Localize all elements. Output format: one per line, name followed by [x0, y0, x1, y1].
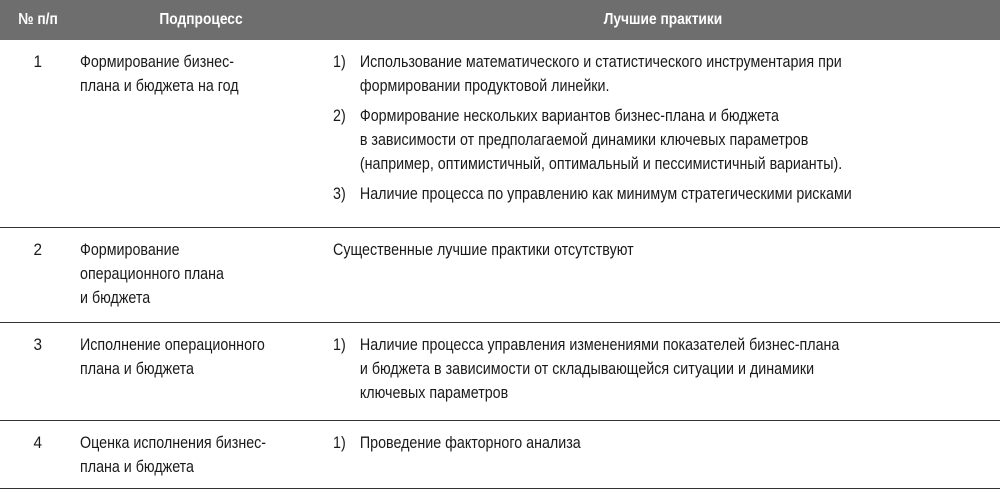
row-best-practices	[333, 228, 998, 262]
list-item: 1) Использование математического и статистического инструментария при формировании продуктовой линейки.	[333, 52, 842, 95]
list-item: 3) Наличие процесса по управлению как минимум стратегическими рисками	[333, 184, 852, 203]
row-text: Существенные лучшие практики отсутствуют	[333, 240, 634, 259]
table-row	[0, 421, 1000, 489]
header-number: № п/п	[18, 11, 58, 28]
row-subprocess: Формирование операционного плана и бюджета	[80, 240, 224, 307]
header-best-practices: Лучшие практики	[603, 11, 723, 28]
table-row	[0, 323, 1000, 421]
list-item: 1) Проведение факторного анализа	[333, 433, 581, 452]
row-subprocess: Оценка исполнения бизнес- плана и бюджета	[80, 433, 267, 476]
table-header	[0, 0, 1000, 40]
row-best-practices	[333, 421, 998, 461]
row-best-practices	[333, 40, 998, 212]
header-subprocess: Подпроцесс	[159, 11, 243, 28]
row-subprocess: Исполнение операционного плана и бюджета	[80, 335, 265, 378]
row-number: 1	[33, 52, 43, 71]
table-row	[0, 228, 1000, 323]
list-item: 1) Наличие процесса управления изменениями показателей бизнес-плана и бюджета в зависимости от складывающейся ситуации и динамики ключевых параметров	[333, 335, 840, 402]
row-subprocess: Формирование бизнес- плана и бюджета на год	[80, 52, 239, 95]
row-number: 3	[33, 335, 43, 354]
row-number: 4	[33, 433, 43, 452]
table-row	[0, 40, 1000, 228]
row-best-practices	[333, 323, 998, 411]
row-number: 2	[33, 240, 43, 259]
list-item: 2) Формирование нескольких вариантов бизнес-плана и бюджета в зависимости от предполагаемой динамики ключевых параметров (например, оптимистичный, оптимальный и пессимистичный варианты).	[333, 106, 843, 173]
